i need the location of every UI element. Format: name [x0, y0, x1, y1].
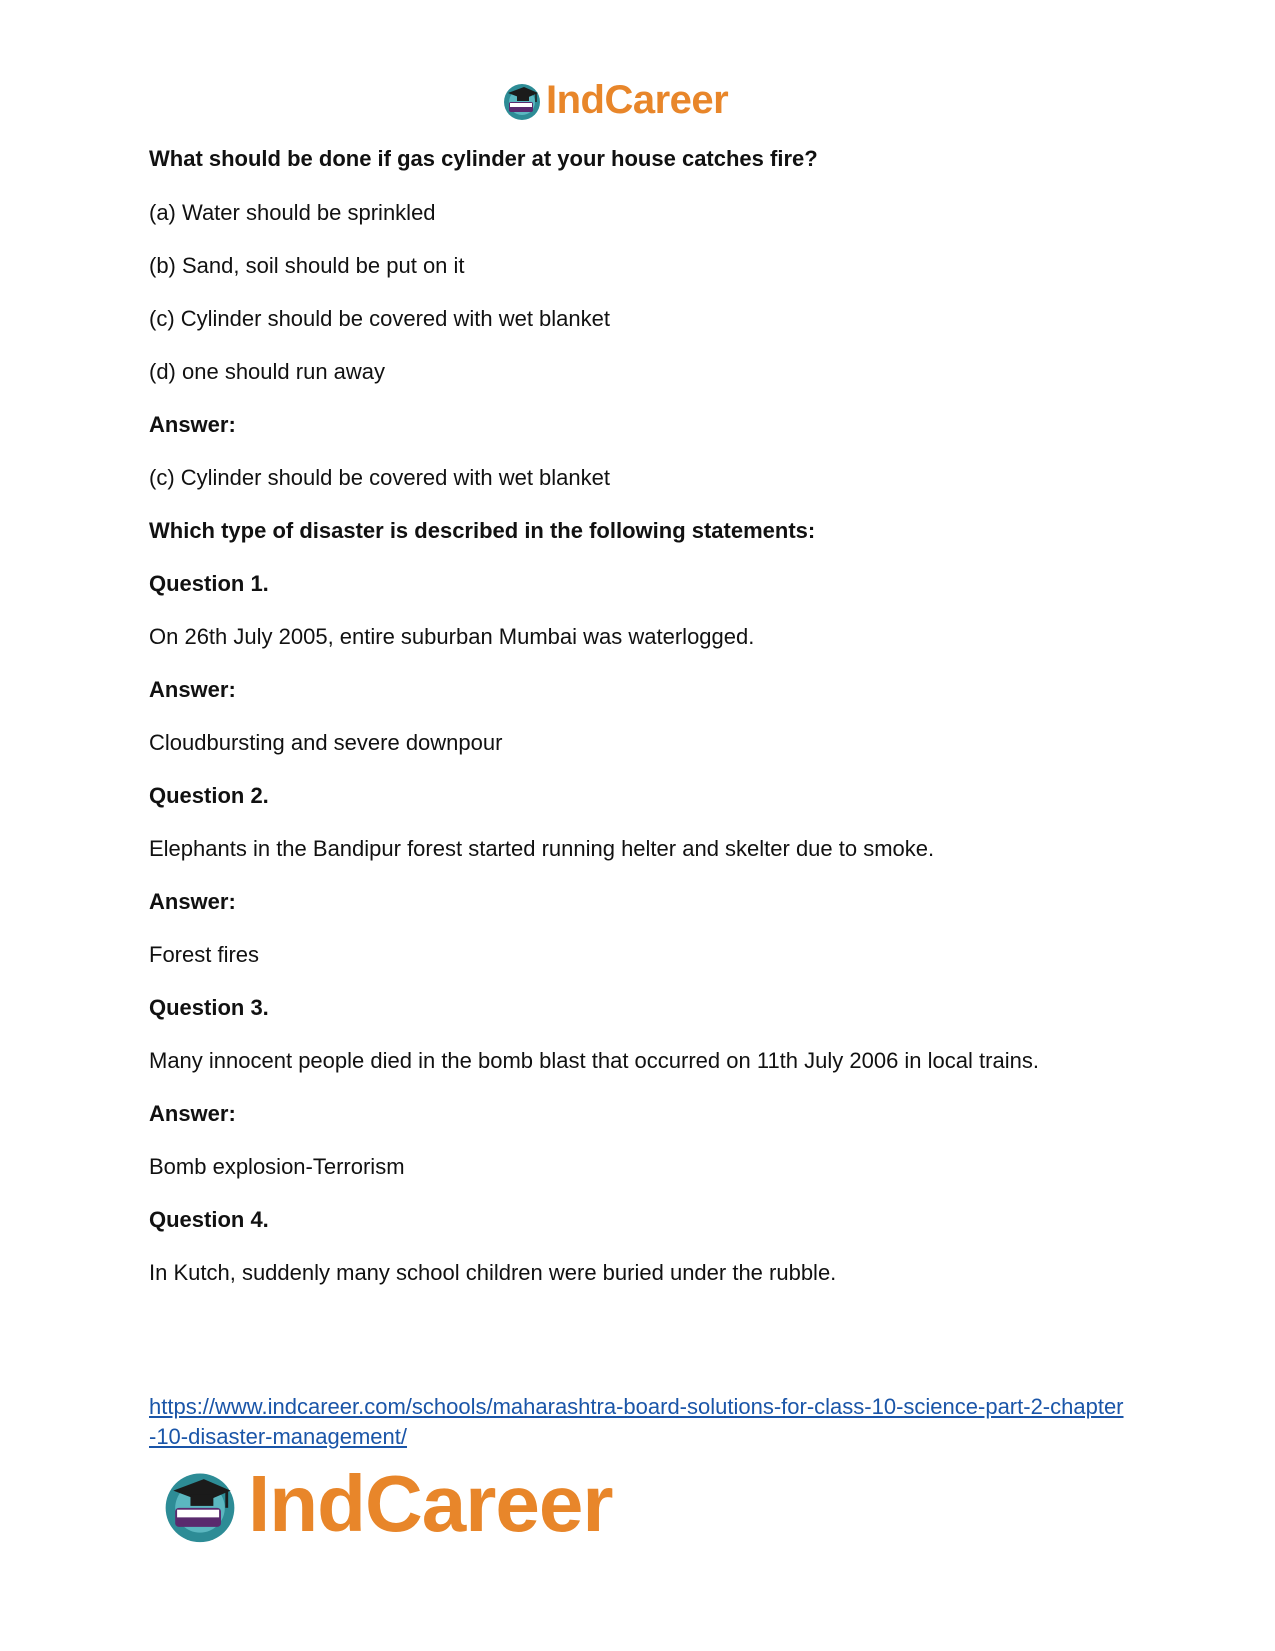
- question-4-label: Question 4.: [149, 1207, 269, 1232]
- question-2-label: Question 2.: [149, 783, 269, 808]
- graduation-cap-book-globe-icon: [158, 1462, 242, 1546]
- brand-logo-top: [500, 74, 728, 126]
- brand-name: IndCareer: [546, 77, 729, 122]
- answer-label: Answer:: [149, 1101, 236, 1126]
- answer-text: (c) Cylinder should be covered with wet blanket: [149, 465, 611, 490]
- question-1-answer: Cloudbursting and severe downpour: [149, 730, 503, 755]
- brand-logo-bottom: [158, 1458, 612, 1550]
- option-c: (c) Cylinder should be covered with wet blanket: [149, 306, 611, 331]
- question-2-answer: Forest fires: [149, 942, 260, 967]
- section-heading: Which type of disaster is described in the following statements:: [149, 518, 816, 543]
- option-d: (d) one should run away: [149, 359, 386, 384]
- answer-label: Answer:: [149, 412, 236, 437]
- question-2-text: Elephants in the Bandipur forest started running helter and skelter due to smoke.: [149, 836, 935, 861]
- question-4-text: In Kutch, suddenly many school children were buried under the rubble.: [149, 1260, 837, 1285]
- question-1-text: On 26th July 2005, entire suburban Mumbai was waterlogged.: [149, 624, 755, 649]
- question-heading: What should be done if gas cylinder at your house catches fire?: [149, 146, 818, 171]
- answer-label: Answer:: [149, 889, 236, 914]
- graduation-cap-book-globe-icon: [500, 78, 544, 122]
- answer-label: Answer:: [149, 677, 236, 702]
- source-link[interactable]: https://www.indcareer.com/schools/maharashtra-board-solutions-for-class-10-science-part-2-chapter-10-disaster-management/: [149, 1394, 1124, 1449]
- question-3-answer: Bomb explosion-Terrorism: [149, 1154, 405, 1179]
- question-3-label: Question 3.: [149, 995, 269, 1020]
- question-1-label: Question 1.: [149, 571, 269, 596]
- option-b: (b) Sand, soil should be put on it: [149, 253, 465, 278]
- brand-name: IndCareer: [248, 1459, 613, 1548]
- question-3-text: Many innocent people died in the bomb blast that occurred on 11th July 2006 in local trains.: [149, 1048, 1039, 1073]
- option-a: (a) Water should be sprinkled: [149, 200, 436, 225]
